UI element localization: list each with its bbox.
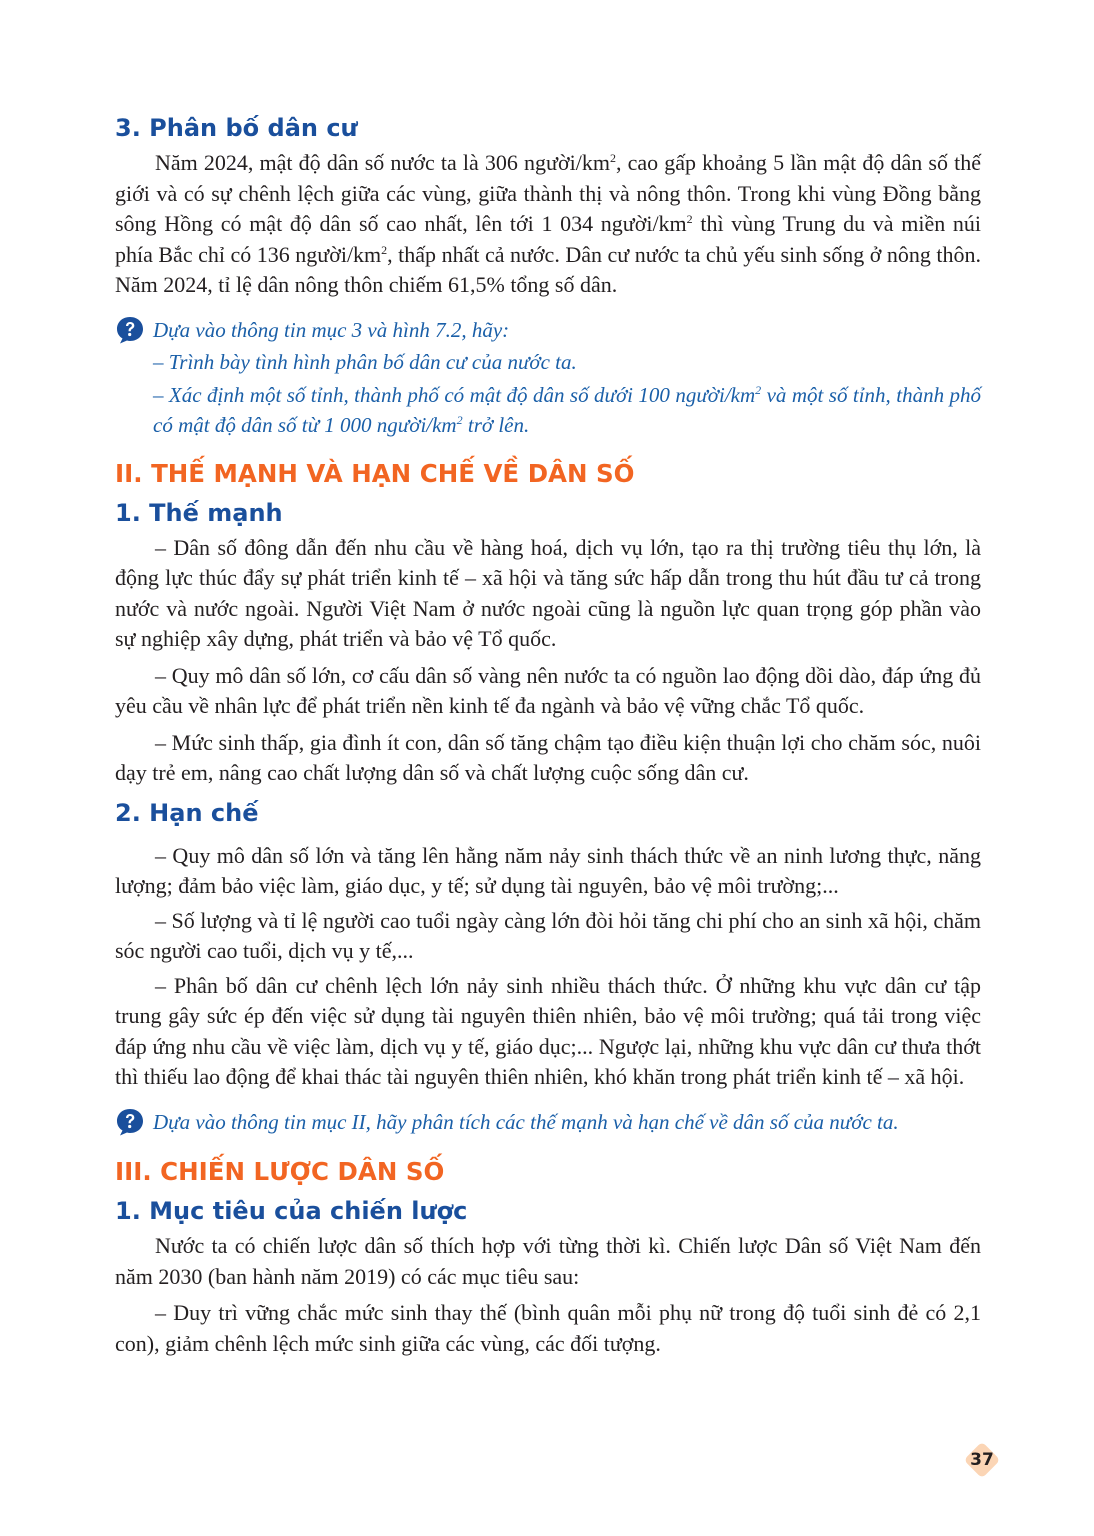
page-number-badge [962,1440,1002,1480]
section-II-1-heading: 1. Thế mạnh [115,498,283,527]
strength-paragraph-1: – Dân số đông dẫn đến nhu cầu về hàng hoá, dịch vụ lớn, tạo ra thị trường tiêu thụ lớn, là động lực thúc đẩy sự phát triển kinh tế – xã hội và tăng sức hấp dẫn trong thu hút đầu tư cả trong nước và nước ngoài. Người Việt Nam ở nước ngoài cũng là nguồn lực quan trọng góp phần vào sự nghiệp xây dựng, phát triển và bảo vệ Tổ quốc. [115,534,981,651]
question-intro: Dựa vào thông tin mục 3 và hình 7.2, hãy: [153,317,510,342]
section-III-1-heading: 1. Mục tiêu của chiến lược [115,1197,468,1225]
question-mark-icon [115,1107,145,1137]
limitation-paragraph-2: – Số lượng và tỉ lệ người cao tuổi ngày càng lớn đòi hỏi tăng chi phí cho an sinh xã hội, chăm sóc người cao tuổi, dịch vụ y tế,... [115,907,981,963]
section-II-2-heading: 2. Hạn chế [115,798,259,827]
strength-paragraph-3: – Mức sinh thấp, gia đình ít con, dân số tăng chậm tạo điều kiện thuận lợi cho chăm sóc, nuôi dạy trẻ em, nâng cao chất lượng dân số và chất lượng cuộc sống dân cư. [115,729,981,785]
section-II-heading: II. THẾ MẠNH VÀ HẠN CHẾ VỀ DÂN SỐ [115,458,635,488]
page-content [115,112,981,1359]
section-3-heading: 3. Phân bố dân cư [115,114,358,142]
question-item-1: – Trình bày tình hình phân bố dân cư của nước ta. [153,350,577,374]
limitation-paragraph-3: – Phân bố dân cư chênh lệch lớn nảy sinh nhiều thách thức. Ở những khu vực dân cư tập trung gây sức ép đến việc sử dụng tài nguyên thiên nhiên, bảo vệ môi trường; quá tải trong việc đáp ứng nhu cầu về việc làm, dịch vụ y tế, giáo dục;... Ngược lại, những khu vực dân cư thưa thớt thì thiếu lao động để khai thác tài nguyên thiên nhiên, khó khăn trong phát triển kinh tế – xã hội. [115,972,981,1089]
page-number: 37 [970,1450,994,1470]
question-box-section-II [115,1107,981,1138]
section-3-paragraph: Năm 2024, mật độ dân số nước ta là 306 người/$km^2$, cao gấp khoảng 5 lần mật độ dân số thế giới và có sự chênh lệch giữa các vùng, giữa thành thị và nông thôn. Trong khi vùng Đồng bằng sông Hồng có mật độ dân số cao nhất, lên tới 1 034 người/$km^2$ thì vùng Trung du và miền núi phía Bắc chỉ có 136 người/$km^2$, thấp nhất cả nước. Dân cư nước ta chủ yếu sinh sống ở nông thôn. Năm 2024, tỉ lệ dân nông thôn chiếm 61,5% tổng số dân. [115,150,981,297]
question-mark-icon [115,315,145,345]
limitation-paragraph-1: – Quy mô dân số lớn và tăng lên hằng năm nảy sinh thách thức về an ninh lương thực, năng lượng; đảm bảo việc làm, giáo dục, y tế; sử dụng tài nguyên, bảo vệ môi trường;... [115,842,981,898]
strategy-paragraph-2: – Duy trì vững chắc mức sinh thay thế (bình quân mỗi phụ nữ trong độ tuổi sinh đẻ có 2,1 con), giảm chênh lệch mức sinh giữa các vùng, các đối tượng. [115,1300,981,1356]
question-item-2: – Xác định một số tỉnh, thành phố có mật độ dân số dưới 100 người/$km^2$ và một số tỉnh, thành phố có mật độ dân số từ 1 000 người/$km^2$ trở lên. [153,382,981,437]
strategy-paragraph-1: Nước ta có chiến lược dân số thích hợp với từng thời kì. Chiến lược Dân số Việt Nam đến năm 2030 (ban hành năm 2019) có các mục tiêu sau: [115,1233,981,1289]
question-box-section-3 [115,315,981,441]
section-III-heading: III. CHIẾN LƯỢC DÂN SỐ [115,1157,445,1186]
strength-paragraph-2: – Quy mô dân số lớn, cơ cấu dân số vàng nên nước ta có nguồn lao động dồi dào, đáp ứng đủ yêu cầu về nhân lực để phát triển nền kinh tế đa ngành và bảo vệ vững chắc Tổ quốc. [115,662,981,718]
question-text: Dựa vào thông tin mục II, hãy phân tích các thế mạnh và hạn chế về dân số của nước ta. [153,1109,899,1134]
